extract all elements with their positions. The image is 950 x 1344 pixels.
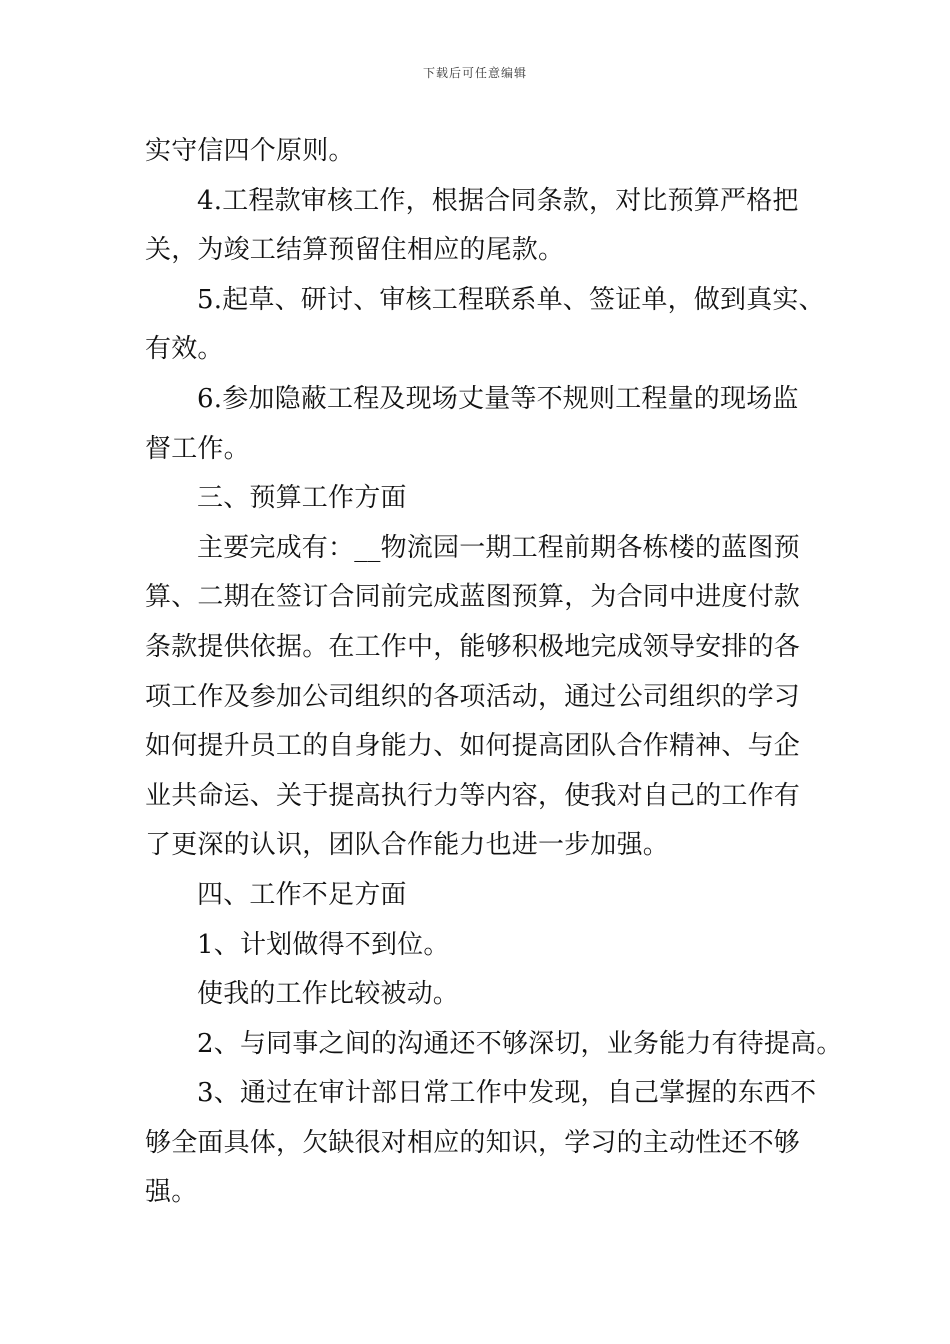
text-line: 2、与同事之间的沟通还不够深切，业务能力有待提高。 [197,1028,843,1059]
text-line: 关，为竣工结算预留住相应的尾款。 [145,235,565,266]
section-heading: 三、预算工作方面 [197,483,407,514]
text-line: 督工作。 [145,433,250,464]
text-line: 使我的工作比较被动。 [197,979,460,1010]
text-line: 强。 [145,1177,198,1208]
text-line: 业共命运、关于提高执行力等内容，使我对自己的工作有 [145,780,801,811]
text-line: 3、通过在审计部日常工作中发现，自己掌握的东西不 [197,1078,817,1109]
text-line: 条款提供依据。在工作中，能够积极地完成领导安排的各 [145,631,801,662]
text-line: 了更深的认识，团队合作能力也进一步加强。 [145,830,670,861]
text-line: 项工作及参加公司组织的各项活动，通过公司组织的学习 [145,681,801,712]
text-line: 主要完成有：__物流园一期工程前期各栋楼的蓝图预 [197,532,800,563]
text-line: 6.参加隐蔽工程及现场丈量等不规则工程量的现场监 [197,383,799,414]
text-line: 有效。 [145,334,224,365]
text-line: 实守信四个原则。 [145,136,355,166]
section-heading: 四、工作不足方面 [197,879,407,910]
text-line: 如何提升员工的自身能力、如何提高团队合作精神、与企 [145,731,801,762]
page-header: 下载后可任意编辑 [422,66,527,80]
document-body [145,127,843,1218]
text-line: 够全面具体，欠缺很对相应的知识，学习的主动性还不够 [145,1127,801,1158]
text-line: 1、计划做得不到位。 [197,929,450,960]
text-line: 算、二期在签订合同前完成蓝图预算，为合同中进度付款 [145,582,801,613]
text-line: 4.工程款审核工作，根据合同条款，对比预算严格把 [197,185,799,216]
text-line: 5.起草、研讨、审核工程联系单、签证单，做到真实、 [197,284,825,315]
